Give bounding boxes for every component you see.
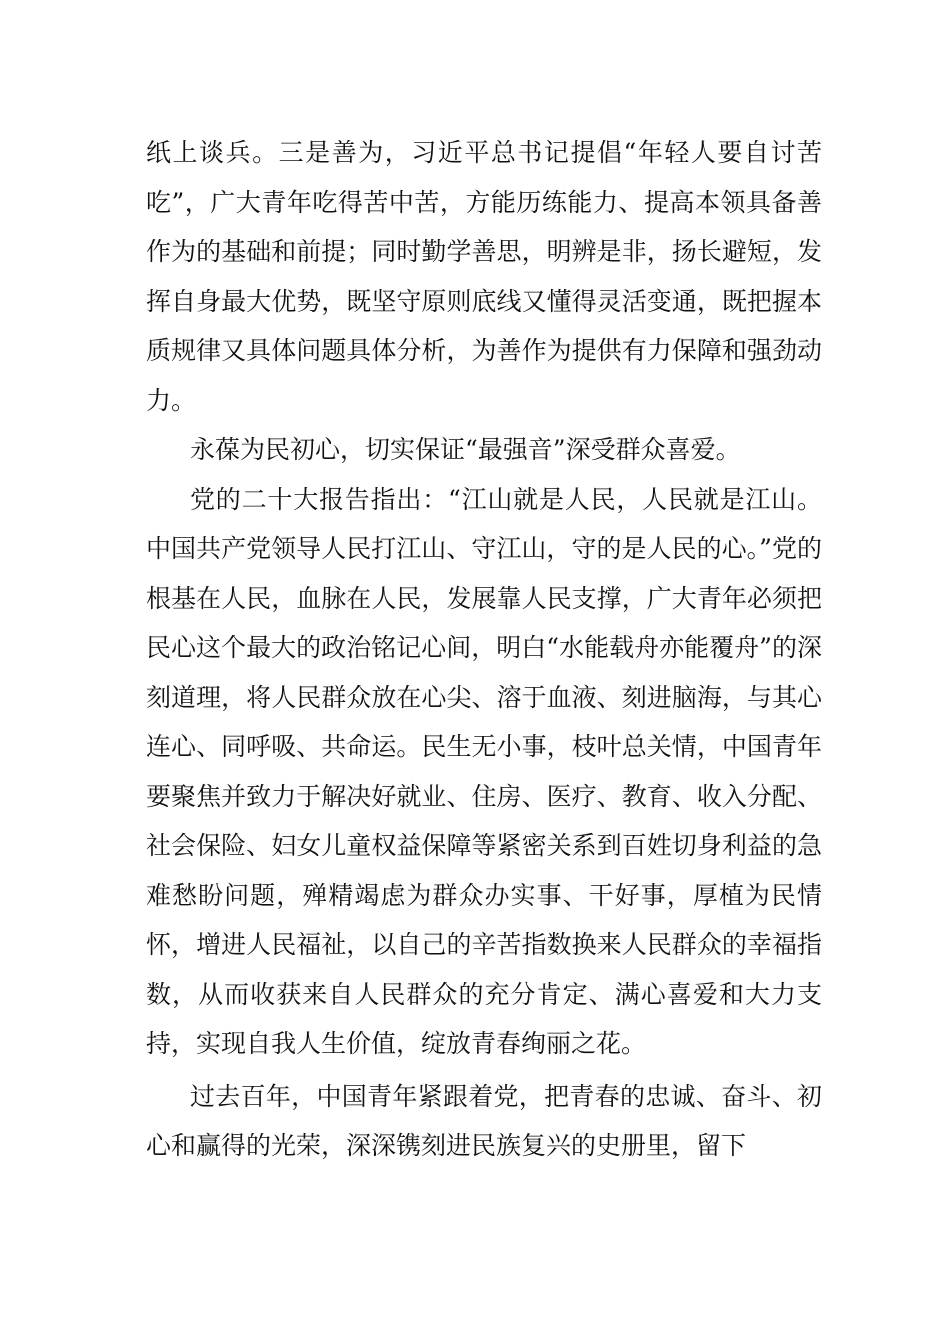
paragraph-past-century: 过去百年，中国青年紧跟着党，把青春的忠诚、奋斗、初心和赢得的光荣，深深镌刻进民族复兴的史册里，留下 <box>146 1081 822 1160</box>
paragraph-continuation: 纸上谈兵。三是善为，习近平总书记提倡“年轻人要自讨苦吃”，广大青年吃得苦中苦，方能历练能力、提高本领具备善作为的基础和前提；同时勤学善思，明辨是非，扬长避短，发挥自身最大优势，既坚守原则底线又懂得灵活变通，既把握本质规律又具体问题具体分析，为善作为提供有力保障和强劲动力。 <box>146 138 822 415</box>
paragraph-body-people: 党的二十大报告指出：“江山就是人民，人民就是江山。中国共产党领导人民打江山、守江山，守的是人民的心。”党的根基在人民，血脉在人民，发展靠人民支撑，广大青年必须把民心这个最大的政治铭记心间，明白“水能载舟亦能覆舟”的深刻道理，将人民群众放在心尖、溶于血液、刻进脑海，与其心连心、同呼吸、共命运。民生无小事，枝叶总关情，中国青年要聚焦并致力于解决好就业、住房、医疗、教育、收入分配、社会保险、妇女儿童权益保障等紧密关系到百姓切身利益的急难愁盼问题，殚精竭虑为群众办实事、干好事，厚植为民情怀，增进人民福祉，以自己的辛苦指数换来人民群众的幸福指数，从而收获来自人民群众的充分肯定、满心喜爱和大力支持，实现自我人生价值，绽放青春绚丽之花。 <box>146 484 822 1058</box>
document-body <box>146 128 822 1171</box>
paragraph-heading-people: 永葆为民初心，切实保证“最强音”深受群众喜爱。 <box>190 435 741 464</box>
